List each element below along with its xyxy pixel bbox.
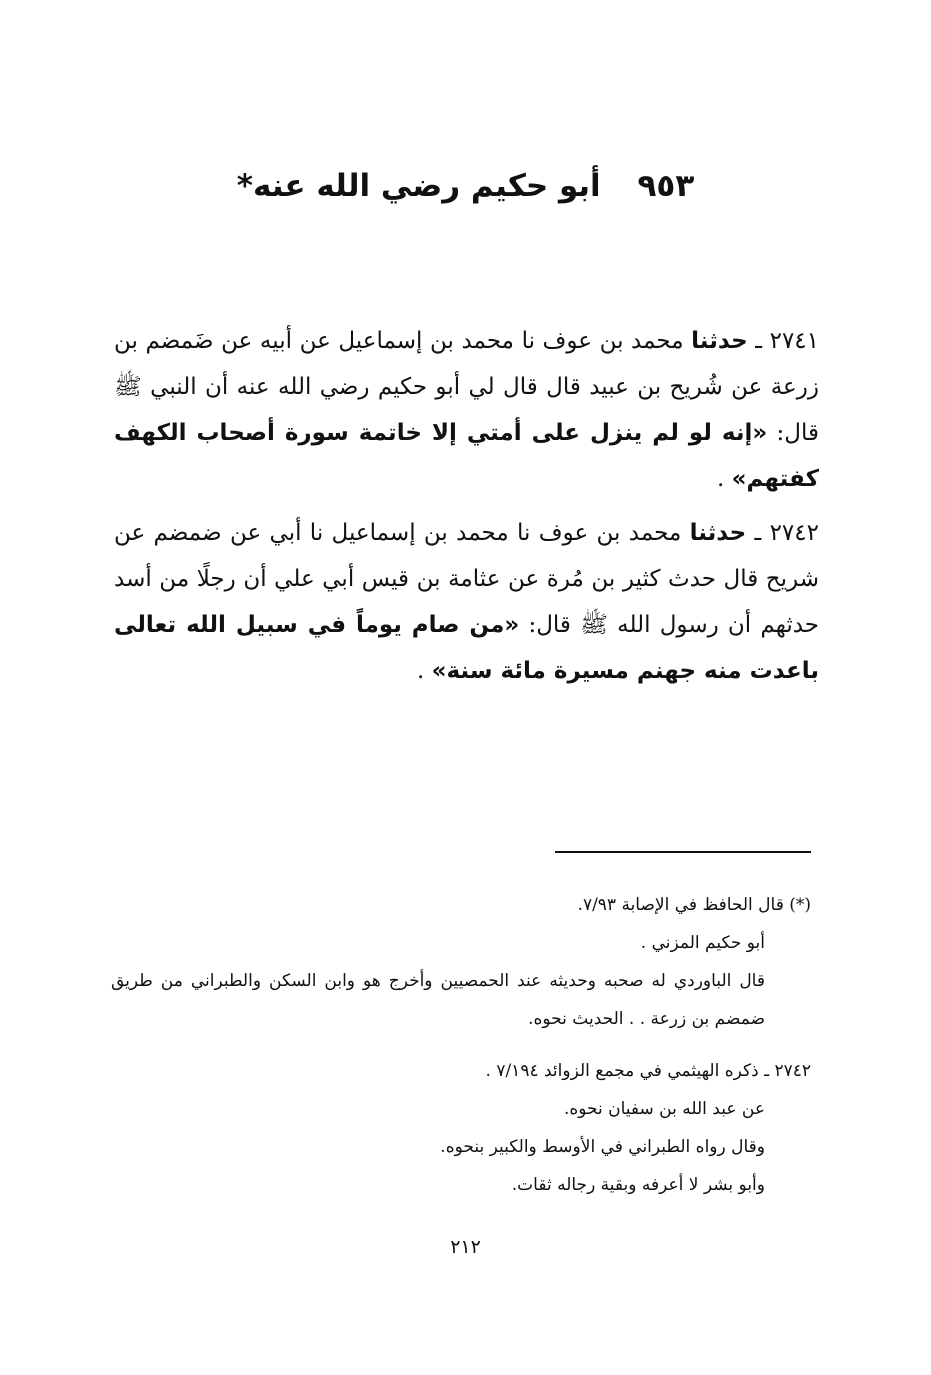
hadith-matn: «إنه لو لم ينزل على أمتي إلا خاتمة سورة أصحاب الكهف كفتهم» bbox=[114, 420, 819, 492]
footnote-line: عن عبد الله بن سفيان نحوه. bbox=[563, 1099, 765, 1119]
hadith-2741 bbox=[114, 318, 819, 502]
hadith-number: ٢٧٤٢ ـ bbox=[754, 520, 819, 546]
hadith-isnad: محمد بن عوف نا محمد بن إسماعيل نا أبي عن ضمضم عن شريح قال حدث كثير بن مُرة عن عثامة بن قيس أبي علي أن رجلًا من أسد حدثهم أن رسول الله ﷺ قال: bbox=[114, 520, 820, 638]
footnote-line: أبو حكيم المزني . bbox=[640, 933, 765, 953]
chapter-title: أبو حكيم رضي الله عنه* bbox=[236, 168, 601, 204]
hadith-end: . bbox=[716, 466, 732, 492]
footnote-line: قال الباوردي له صحبه وحديثه عند الحمصيين وأخرج هو وابن السكن والطبراني من طريق ضمضم بن زرعة . . الحديث نحوه. bbox=[111, 971, 765, 1029]
hadith-isnad: محمد بن عوف نا محمد بن إسماعيل عن أبيه عن ضَمضم بن زرعة عن شُريح بن عبيد قال قال لي أبو حكيم رضي الله عنه أن النبي ﷺ قال: bbox=[114, 328, 819, 446]
chapter-number: ٩٥٣ bbox=[637, 168, 695, 204]
chapter-heading bbox=[0, 168, 931, 204]
footnote-1 bbox=[111, 886, 811, 1038]
hadith-matn: «من صام يوماً في سبيل الله تعالى باعدت منه جهنم مسيرة مائة سنة» bbox=[114, 612, 819, 684]
footnote-line: ٢٧٤٢ ـ ذكره الهيثمي في مجمع الزوائد ٧/١٩٤ . bbox=[485, 1061, 811, 1081]
hadith-haddathana: حدثنا bbox=[691, 328, 748, 354]
hadith-number: ٢٧٤١ ـ bbox=[755, 328, 820, 354]
footnote-2 bbox=[111, 1052, 811, 1204]
page-number: ٢١٢ bbox=[450, 1236, 481, 1258]
hadith-haddathana: حدثنا bbox=[689, 520, 747, 546]
hadith-end: . bbox=[417, 658, 432, 684]
footnote-line: (*) قال الحافظ في الإصابة ٧/٩٣. bbox=[577, 895, 811, 915]
footnote-line: وقال رواه الطبراني في الأوسط والكبير بنحوه. bbox=[440, 1137, 765, 1157]
footnote-line: وأبو بشر لا أعرفه وبقية رجاله ثقات. bbox=[511, 1175, 765, 1195]
hadith-2742 bbox=[114, 510, 819, 694]
footnote-divider bbox=[555, 851, 811, 853]
